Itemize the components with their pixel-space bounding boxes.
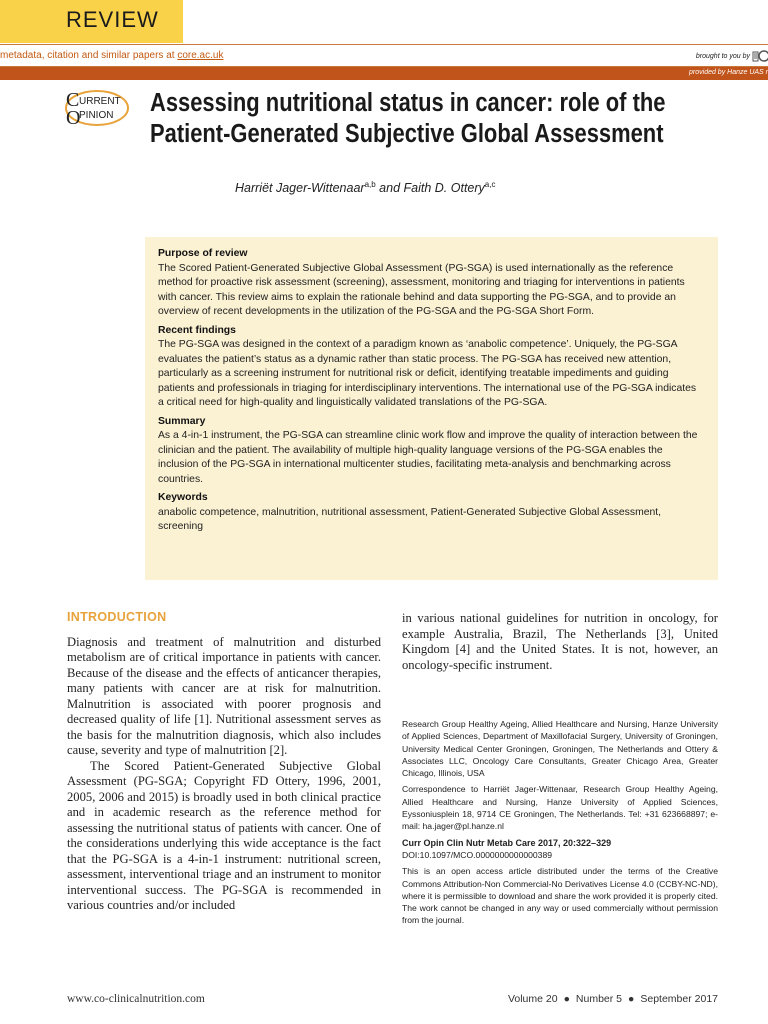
summary-text: As a 4-in-1 instrument, the PG-SGA can streamline clinic work flow and improve the quality of interaction between the clinician and the patient. The availability of multiple high-quality language versions of the PG-SGA enables the inclusion of the PG-SGA in international multicenter studies, facilitating meta-analysis and benchmarking across countries.: [158, 430, 698, 485]
logo-line2: PINION: [79, 110, 114, 121]
section-tab: REVIEW: [0, 0, 183, 43]
core-logo-icon: [752, 49, 768, 63]
keywords-text: anabolic competence, malnutrition, nutritional assessment, Patient-Generated Subjective Global Assessment, screening: [158, 506, 662, 532]
core-link[interactable]: core.ac.uk: [177, 50, 224, 61]
core-metadata-text: [0, 50, 223, 61]
svg-text:O: O: [66, 107, 81, 128]
author-name: Faith D. Ottery: [403, 181, 485, 196]
body-column-left: [67, 610, 381, 914]
author-affiliation: a,b: [364, 180, 376, 189]
date-text: September 2017: [640, 993, 718, 1005]
purpose-text: The Scored Patient-Generated Subjective Global Assessment (PG-SGA) is used internationally as the reference method for proactive risk assessment (screening), assessment, monitoring and triaging for interventions in patients with cancer. This review aims to explain the rationale behind and data supporting the PG-SGA, and to provide an overview of recent developments in the utilization of the PG-SGA and the PG-SGA Short Form.: [158, 262, 685, 317]
author-affiliation: a,c: [484, 180, 496, 189]
keywords-heading: Keywords: [158, 492, 208, 503]
intro-heading: INTRODUCTION: [67, 610, 167, 624]
purpose-heading: Purpose of review: [158, 248, 248, 259]
logo-line1: URRENT: [79, 96, 121, 107]
svg-text:C: C: [66, 89, 80, 111]
abstract-box: [145, 237, 718, 580]
body-paragraph: Diagnosis and treatment of malnutrition and disturbed metabolism are of critical importance in patients with cancer. Because of the disease and the effects of anticancer therapies, many patients with cancer are at risk for malnutrition. Malnutrition is associated with poorer prognosis and decreased quality of life [1]. Nutritional assessment serves as the basis for the malnutrition diagnosis, which also includes cause, severity and type of malnutrition [2].: [67, 634, 381, 757]
summary-heading: Summary: [158, 415, 206, 427]
title-line-1: Assessing nutritional status in cancer: role of the: [150, 89, 666, 117]
author-name: Harriët Jager-Wittenaar: [235, 181, 365, 196]
journal-url: www.co-clinicalnutrition.com: [67, 993, 205, 1005]
provided-by-text: provided by Hanze UAS r: [689, 69, 768, 76]
body-column-right: [402, 611, 718, 673]
affiliations-note: Research Group Healthy Ageing, Allied Healthcare and Nursing, Hanze University of Applied Sciences, Department of Maxillofacial Surgery, University of Groningen, University Medical Center Groningen, Groningen, The Netherlands and Ottery & Associates LLC, Oncology Care Consultants, Greater Chicago Area, Greater Chicago, Illinois, USA: [402, 719, 718, 779]
provider-banner: [0, 67, 768, 80]
footnotes: [402, 718, 718, 931]
core-banner: [0, 44, 768, 67]
body-paragraph: The Scored Patient-Generated Subjective Global Assessment (PG-SGA; Copyright FD Ottery, 1996, 2001, 2005, 2006 and 2015) is broadly used in both clinical practice and in academic research as the reference method for assessing the nutritional status of patients with cancer. One of the considerations underlying this wide acceptance is the fact that the PG-SGA is a 4-in-1 instrument: nutritional screen, assessment, interventional triage and an instrument to monitor interventional success. The PG-SGA is recommended in various countries and/or included: [67, 758, 381, 912]
bullet-icon: ●: [628, 993, 635, 1005]
author-line: [235, 180, 495, 195]
current-opinion-logo: [64, 88, 134, 128]
issue-info: [508, 993, 718, 1005]
journal-citation: Curr Opin Clin Nutr Metab Care 2017, 20:322–329: [402, 837, 612, 848]
bullet-icon: ●: [563, 993, 570, 1005]
body-paragraph: in various national guidelines for nutrition in oncology, for example Australia, Brazil, The Netherlands [3], United Kingdom [4] and the United States. It is not, however, an oncology-specific instrument.: [402, 611, 718, 672]
author-conjunction: and: [375, 181, 404, 196]
title-line-2: Patient-Generated Subjective Global Assessment: [150, 120, 664, 148]
findings-text: The PG-SGA was designed in the context of a paradigm known as ‘anabolic competence’. Uniquely, the PG-SGA evaluates the patient’s status as a dynamic rather than static process. The PG-SGA has received new attention, particularly as a screening instrument for nutritional risk or deficit, identifying treatable impediments and guiding patients and professionals in triaging for interdisciplinary interventions. The international use of the PG-SGA indicates a critical need for high-quality and linguistically validated translations of the PG-SGA.: [158, 339, 697, 408]
license-note: This is an open access article distributed under the terms of the Creative Commons Attribution-Non Commercial-No Derivatives License 4.0 (CCBY-NC-ND), where it is permissible to download and share the work provided it is properly cited. The work cannot be changed in any way or used commercially without permission from the journal.: [402, 866, 718, 926]
doi-text: DOI:10.1097/MCO.0000000000000389: [402, 849, 553, 860]
findings-heading: Recent findings: [158, 324, 236, 336]
volume-text: Volume 20: [507, 993, 558, 1005]
article-title: [150, 88, 666, 150]
core-text: metadata, citation and similar papers at: [0, 50, 175, 61]
brought-by-text: brought to you by: [695, 53, 750, 60]
correspondence-note: Correspondence to Harriët Jager-Wittenaar, Research Group Healthy Ageing, Allied Healthcare and Nursing, Hanze University of Applied Sciences, Eyssoniusplein 18, 9714 CE Groningen, The Netherlands. Tel: +31 623668897; e-mail: ha.jager@pl.hanze.nl: [402, 784, 718, 832]
number-text: Number 5: [575, 993, 623, 1005]
